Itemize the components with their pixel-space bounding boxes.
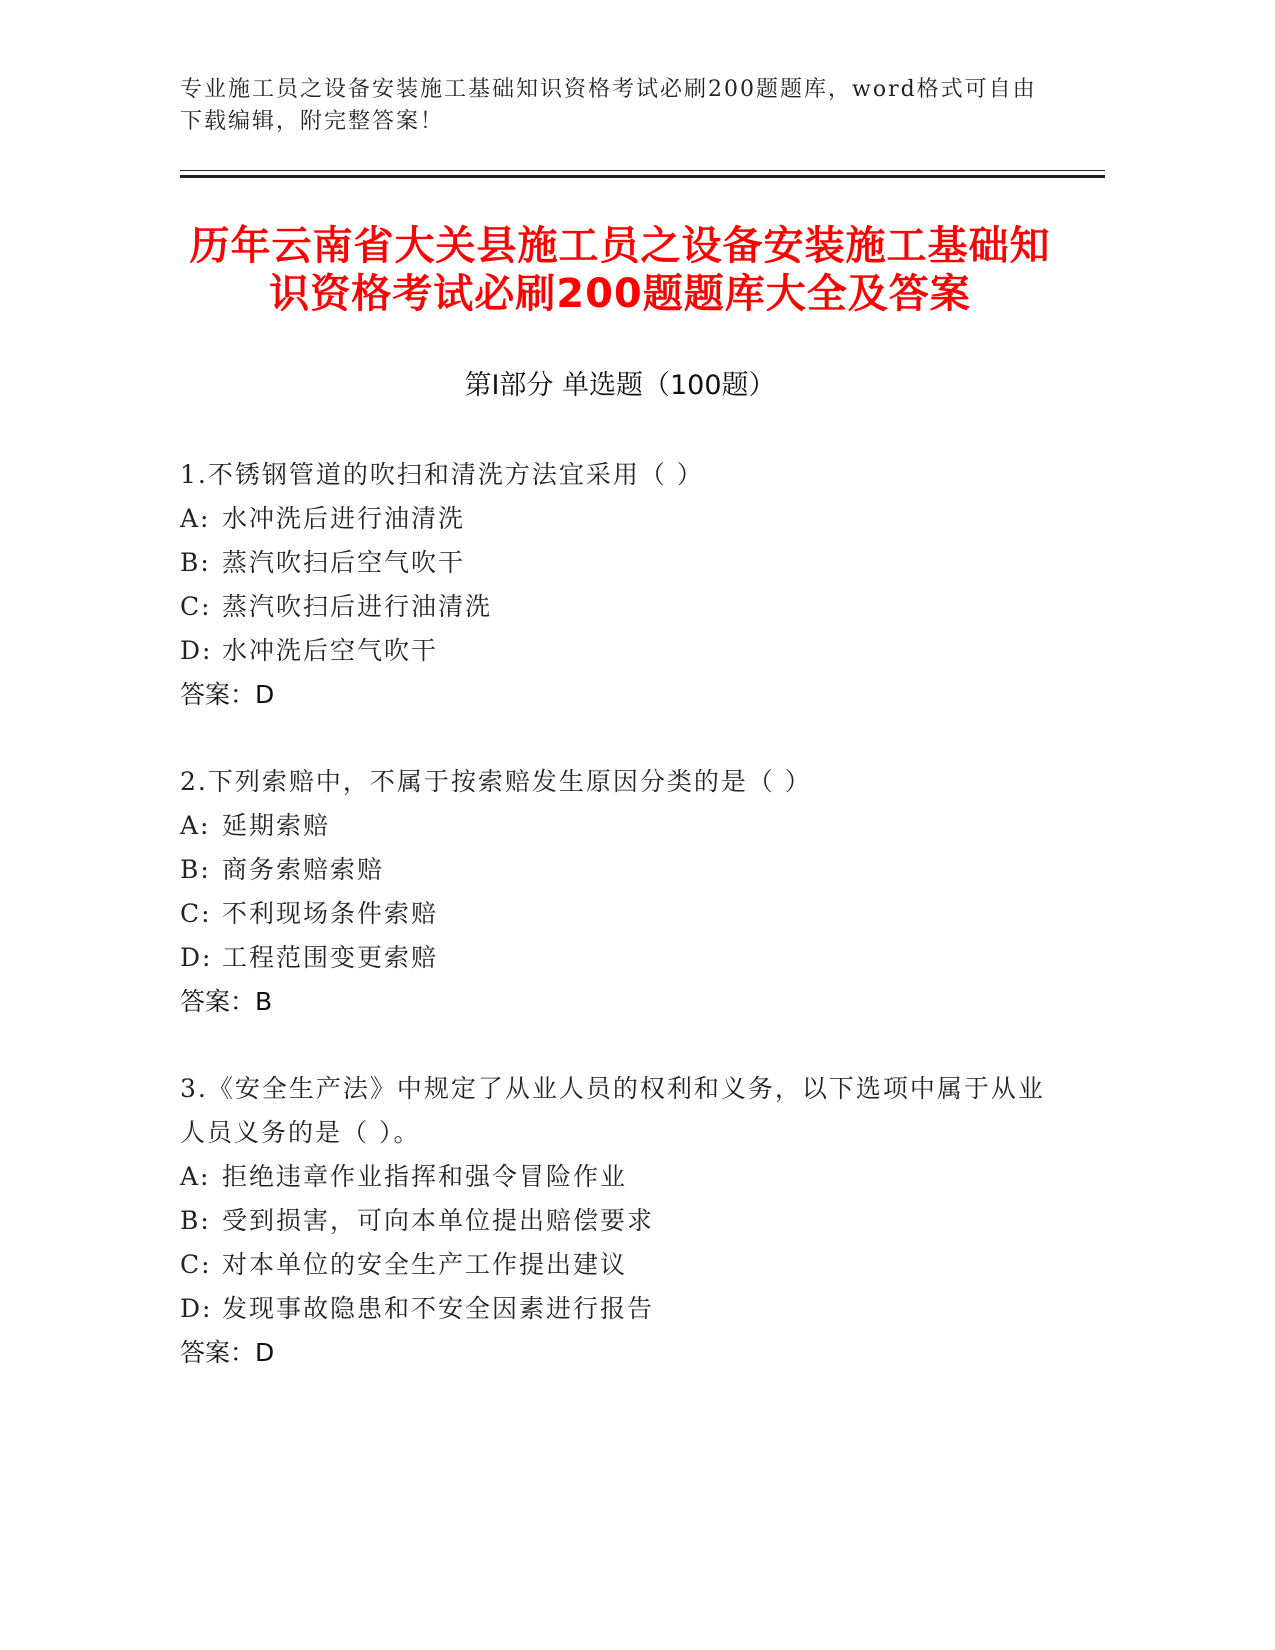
option-text: 工程范围变更索赔 — [222, 943, 439, 972]
option-text: 延期索赔 — [222, 811, 331, 840]
option-text: 水冲洗后空气吹干 — [222, 636, 439, 665]
answer: 答案：B — [180, 987, 273, 1016]
option-text: 商务索赔索赔 — [222, 855, 385, 884]
option-c — [180, 892, 1060, 936]
question-2 — [180, 760, 1060, 1024]
option-b — [180, 848, 1060, 892]
option-a — [180, 497, 1060, 541]
option-letter: B: — [180, 548, 211, 577]
option-letter: C: — [180, 899, 212, 928]
question-stem: 1.不锈钢管道的吹扫和清洗方法宜采用（ ） — [180, 460, 704, 489]
option-letter: D: — [180, 1294, 213, 1323]
option-letter: A: — [180, 1162, 211, 1191]
question-stem: 3.《安全生产法》中规定了从业人员的权利和义务，以下选项中属于从业人员义务的是（ ）。 — [180, 1074, 1045, 1147]
document-title: 历年云南省大关县施工员之设备安装施工基础知识资格考试必刷200题题库大全及答案 — [189, 223, 1051, 317]
option-text: 不利现场条件索赔 — [222, 899, 439, 928]
option-c — [180, 585, 1060, 629]
option-letter: B: — [180, 1206, 211, 1235]
header-divider-thin — [180, 170, 1105, 171]
option-letter: C: — [180, 1250, 212, 1279]
option-d — [180, 1287, 1060, 1331]
option-c — [180, 1243, 1060, 1287]
header-note: 专业施工员之设备安装施工基础知识资格考试必刷200题题库，word格式可自由下载编辑，附完整答案！ — [180, 77, 1037, 134]
option-text: 蒸汽吹扫后进行油清洗 — [222, 592, 493, 621]
answer: 答案：D — [180, 1338, 275, 1367]
option-letter: B: — [180, 855, 211, 884]
option-letter: A: — [180, 811, 211, 840]
option-text: 拒绝违章作业指挥和强令冒险作业 — [222, 1162, 628, 1191]
option-text: 对本单位的安全生产工作提出建议 — [222, 1250, 628, 1279]
option-letter: D: — [180, 636, 213, 665]
header-divider-thick — [180, 175, 1105, 178]
answer: 答案：D — [180, 680, 275, 709]
option-text: 蒸汽吹扫后空气吹干 — [222, 548, 466, 577]
option-text: 水冲洗后进行油清洗 — [222, 504, 466, 533]
question-stem: 2.下列索赔中，不属于按索赔发生原因分类的是（ ） — [180, 767, 812, 796]
question-3 — [180, 1067, 1060, 1375]
option-d — [180, 936, 1060, 980]
option-a — [180, 1155, 1060, 1199]
option-b — [180, 541, 1060, 585]
section-title: 第Ⅰ部分 单选题（100题） — [464, 370, 776, 401]
option-letter: D: — [180, 943, 213, 972]
option-d — [180, 629, 1060, 673]
option-letter: A: — [180, 504, 211, 533]
option-text: 受到损害，可向本单位提出赔偿要求 — [222, 1206, 655, 1235]
option-letter: C: — [180, 592, 212, 621]
question-list — [180, 453, 1060, 1418]
option-text: 发现事故隐患和不安全因素进行报告 — [222, 1294, 655, 1323]
question-1 — [180, 453, 1060, 717]
option-b — [180, 1199, 1060, 1243]
option-a — [180, 804, 1060, 848]
